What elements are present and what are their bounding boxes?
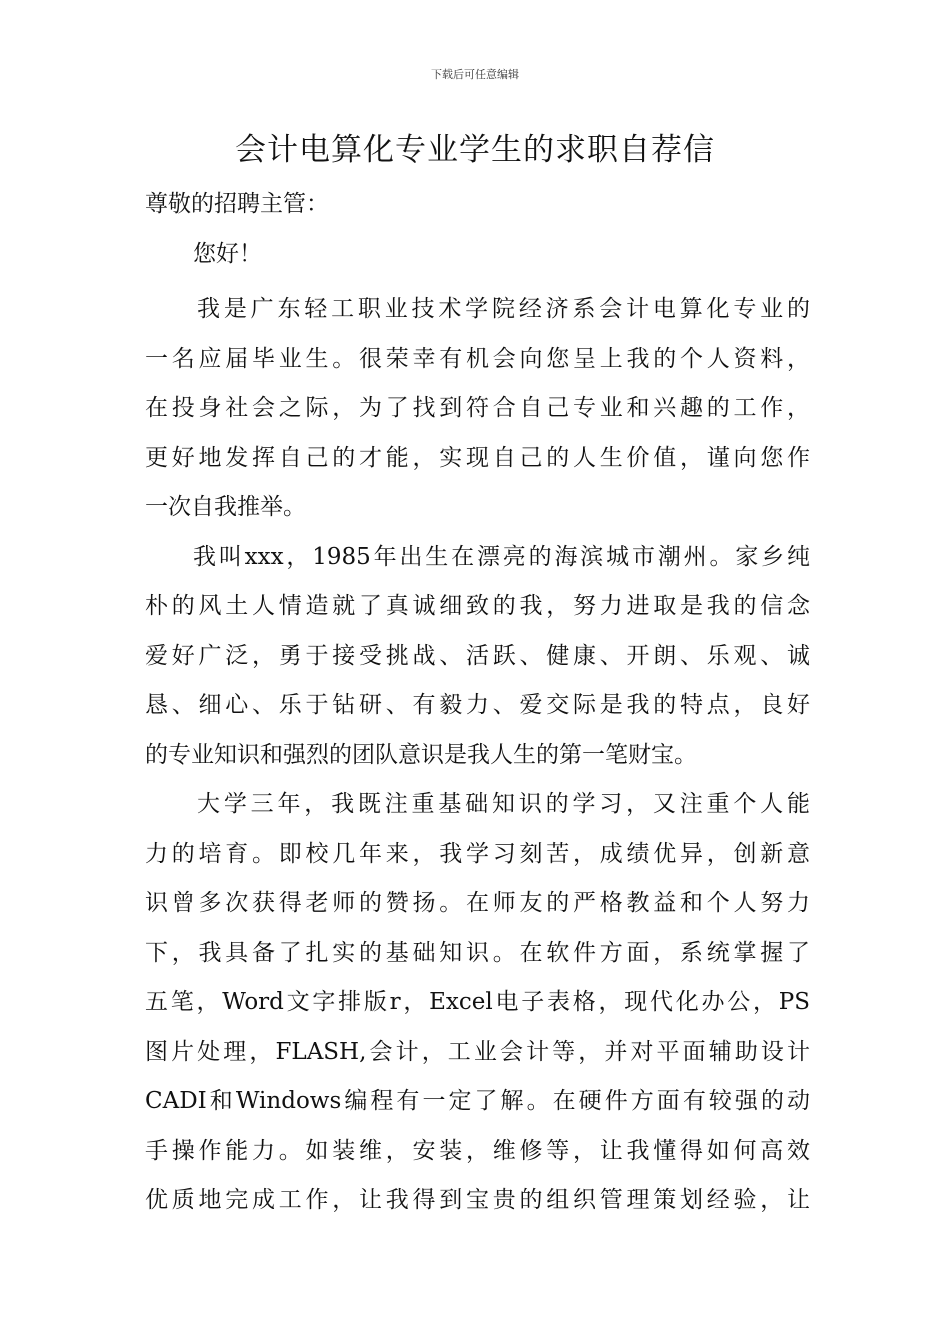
paragraph-line: 我是广东轻工职业技术学院经济系会计电算化专业的: [197, 296, 810, 322]
paragraph-line: 五笔，Word文字排版r，Excel电子表格，现代化办公，PS: [145, 989, 810, 1015]
paragraph-2: [145, 533, 810, 781]
greeting: 您好！: [193, 240, 262, 267]
paragraph-3: [145, 780, 810, 1226]
paragraph-line: 手操作能力。如装维，安装，维修等，让我懂得如何高效: [145, 1137, 810, 1164]
header-note: 下载后可任意编辑: [431, 68, 519, 81]
document-body: [145, 180, 810, 1226]
paragraph-line: CADI和Windows编程有一定了解。在硬件方面有较强的动: [145, 1088, 810, 1114]
paragraph-line: 识曾多次获得老师的赞扬。在师友的严格教益和个人努力: [145, 890, 810, 916]
paragraph-line: 我叫xxx，1985年出生在漂亮的海滨城市潮州。家乡纯: [193, 543, 810, 570]
paragraph-line: 下，我具备了扎实的基础知识。在软件方面，系统掌握了: [145, 939, 810, 966]
paragraph-1: [145, 285, 810, 533]
paragraph-line: 力的培育。即校几年来，我学习刻苦，成绩优异，创新意: [145, 840, 810, 867]
paragraph-line: 更好地发挥自己的才能，实现自己的人生价值，谨向您作: [145, 444, 810, 471]
paragraph-line: 一名应届毕业生。很荣幸有机会向您呈上我的个人资料，: [145, 345, 810, 372]
paragraph-line: 优质地完成工作，让我得到宝贵的组织管理策划经验，让: [145, 1187, 810, 1213]
paragraph-line: 在投身社会之际，为了找到符合自己专业和兴趣的工作，: [145, 395, 810, 421]
paragraph-line: 一次自我推举。: [145, 494, 306, 520]
document-title: 会计电算化专业学生的求职自荐信: [235, 132, 715, 168]
paragraph-line: 朴的风土人情造就了真诚细致的我，努力进取是我的信念: [145, 593, 810, 619]
paragraph-line: 大学三年，我既注重基础知识的学习，又注重个人能: [197, 791, 810, 817]
paragraph-line: 图片处理，FLASH,会计，工业会计等，并对平面辅助设计: [145, 1038, 810, 1065]
salutation: 尊敬的招聘主管：: [145, 191, 329, 217]
paragraph-line: 恳、细心、乐于钻研、有毅力、爱交际是我的特点，良好: [145, 692, 810, 718]
paragraph-line: 爱好广泛，勇于接受挑战、活跃、健康、开朗、乐观、诚: [145, 642, 810, 669]
paragraph-line: 的专业知识和强烈的团队意识是我人生的第一笔财宝。: [145, 741, 697, 768]
